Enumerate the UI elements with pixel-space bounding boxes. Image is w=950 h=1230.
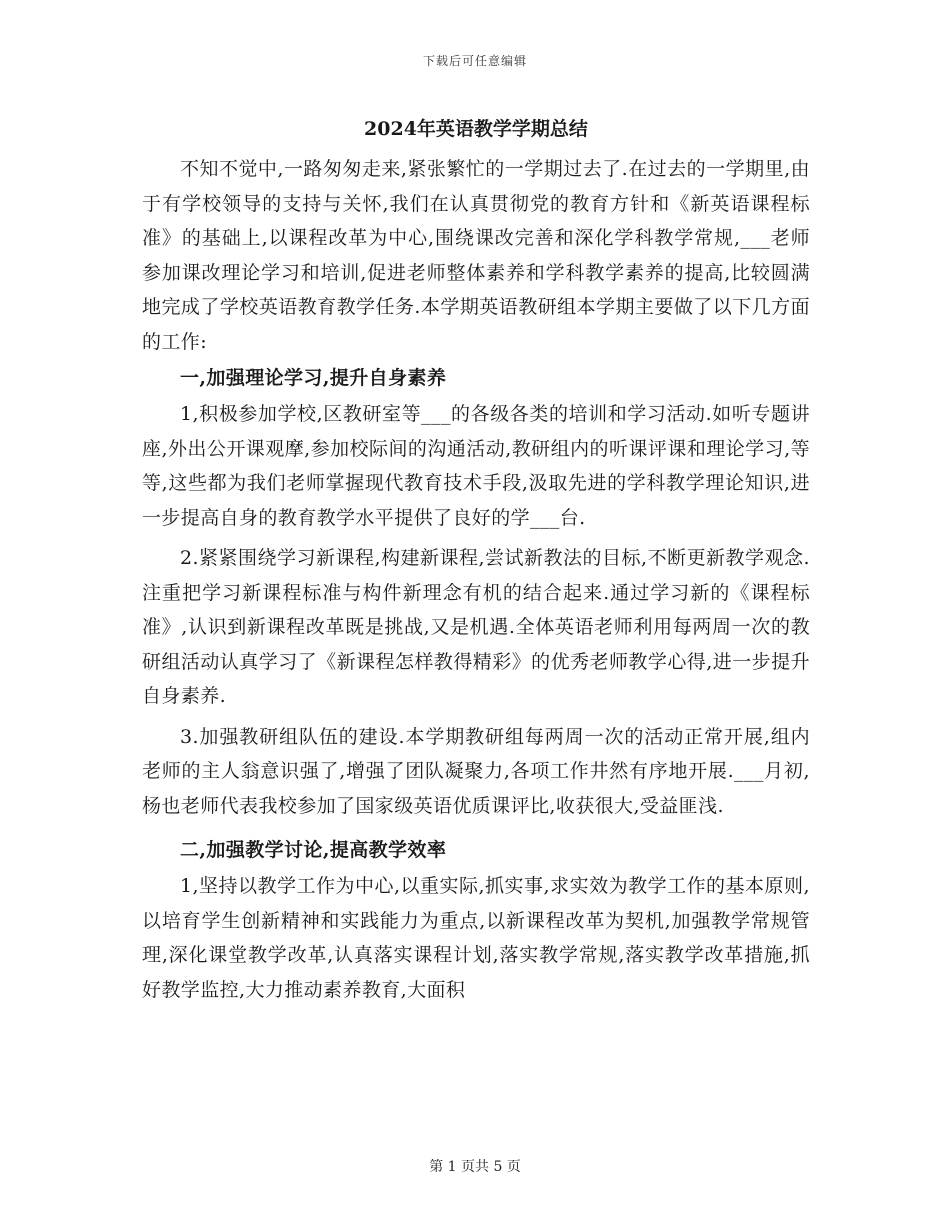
section-heading-1: 一,加强理论学习,提升自身素养	[180, 367, 447, 389]
document-body	[142, 112, 810, 1007]
section1-paragraph-1: 1,积极参加学校,区教研室等___的各级各类的培训和学习活动.如听专题讲座,外出公开课观摩,参加校际间的沟通活动,教研组内的听课评课和理论学习,等等,这些都为我们老师掌握现代教育技术手段,汲取先进的学科教学理论知识,进一步提高自身的教育教学水平提供了良好的学___台.	[142, 403, 810, 529]
section1-paragraph-2: 2.紧紧围绕学习新课程,构建新课程,尝试新教法的目标,不断更新教学观念.注重把学习新课程标准与构件新理念有机的结合起来.通过学习新的《课程标准》,认识到新课程改革既是挑战,又是机遇.全体英语老师利用每两周一次的教研组活动认真学习了《新课程怎样教得精彩》的优秀老师教学心得,进一步提升自身素养.	[142, 547, 810, 707]
page-number-footer: 第 1 页共 5 页	[429, 1159, 521, 1175]
section2-paragraph-1: 1,坚持以教学工作为中心,以重实际,抓实事,求实效为教学工作的基本原则,以培育学生创新精神和实践能力为重点,以新课程改革为契机,加强教学常规管理,深化课堂教学改革,认真落实课程计划,落实教学常规,落实教学改革措施,抓好教学监控,大力推动素养教育,大面积	[142, 875, 810, 1001]
intro-paragraph: 不知不觉中,一路匆匆走来,紧张繁忙的一学期过去了.在过去的一学期里,由于有学校领导的支持与关怀,我们在认真贯彻党的教育方针和《新英语课程标准》的基础上,以课程改革为中心,围绕课改完善和深化学科教学常规,___老师参加课改理论学习和培训,促进老师整体素养和学科教学素养的提高,比较圆满地完成了学校英语教育教学任务.本学期英语教研组本学期主要做了以下几方面的工作:	[142, 158, 810, 353]
page-header-note: 下载后可任意编辑	[422, 54, 527, 68]
section-heading-2: 二,加强教学讨论,提高教学效率	[180, 839, 447, 861]
section1-paragraph-3: 3.加强教研组队伍的建设.本学期教研组每两周一次的活动正常开展,组内老师的主人翁意识强了,增强了团队凝聚力,各项工作井然有序地开展.___月初,杨也老师代表我校参加了国家级英语优质课评比,收获很大,受益匪浅.	[142, 725, 810, 817]
document-title: 2024年英语教学学期总结	[364, 118, 588, 140]
